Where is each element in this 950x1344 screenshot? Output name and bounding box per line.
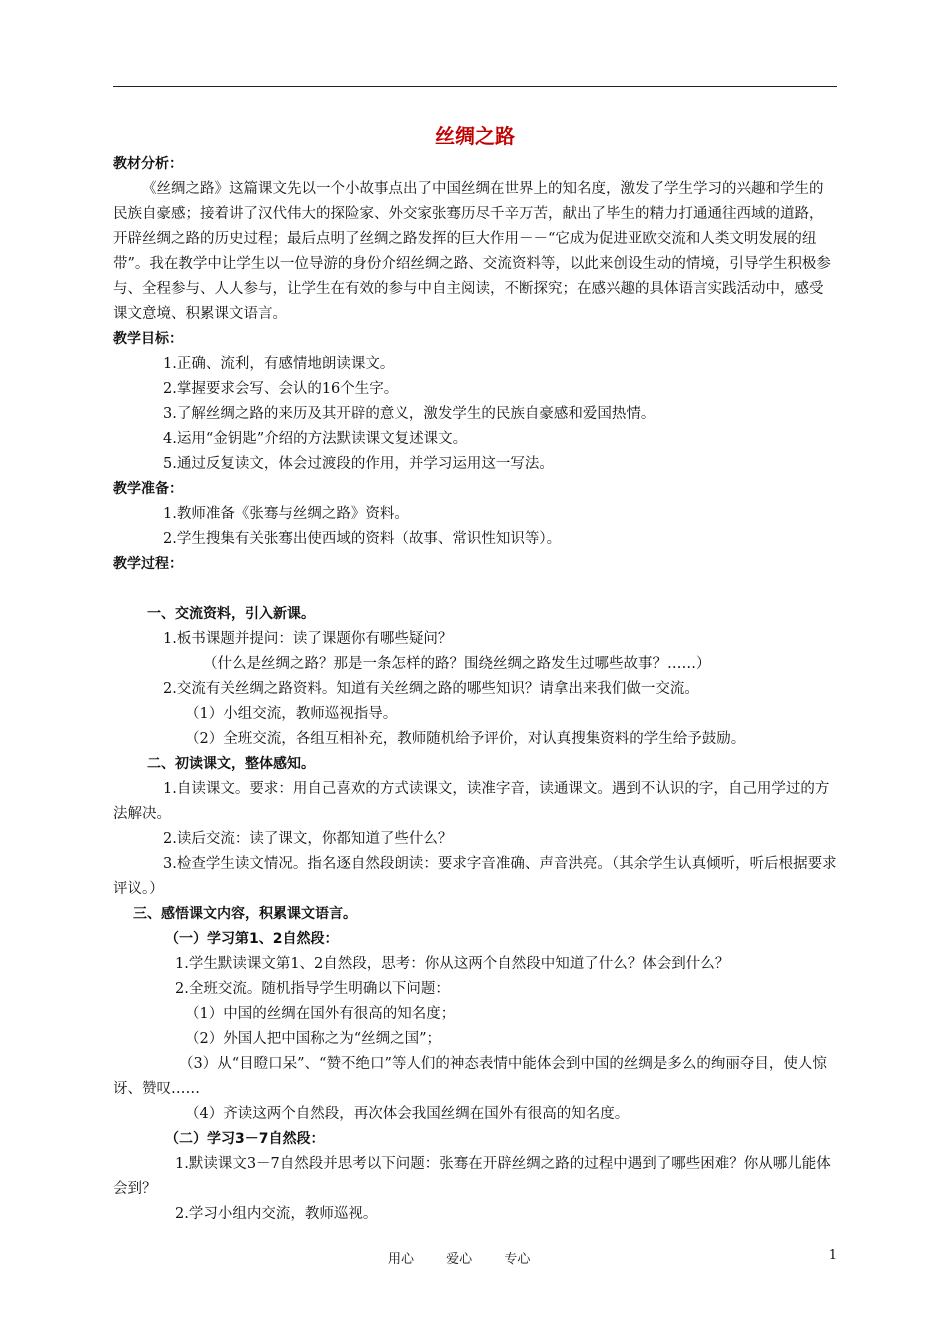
page-number: 1 (828, 1248, 837, 1263)
goal-item: 5.通过反复读文，体会过渡段的作用，并学习运用这一写法。 (163, 456, 554, 472)
spacer (113, 577, 837, 602)
subsection-a-line: （4）齐读这两个自然段，再次体会我国丝绸在国外有很高的知名度。 (185, 1106, 630, 1122)
subsection-b-line: 2.学习小组内交流，教师巡视。 (175, 1206, 378, 1222)
goal-item: 1.正确、流利，有感情地朗读课文。 (163, 356, 395, 372)
goal-item: 4.运用“金钥匙”介绍的方法默读课文复述课文。 (163, 431, 468, 447)
goals-heading: 教学目标： (113, 331, 183, 347)
footer-word: 专心 (504, 1252, 531, 1267)
prep-heading: 教学准备： (113, 481, 183, 497)
subsection-a-heading: （一）学习第1、2自然段： (165, 931, 339, 947)
section-2-heading: 二、初读课文，整体感知。 (147, 756, 315, 772)
document-body (113, 122, 837, 1227)
section-1-line: 2.交流有关丝绸之路资料。知道有关丝绸之路的哪些知识？请拿出来我们做一交流。 (163, 681, 699, 697)
section-3-heading: 三、感悟课文内容，积累课文语言。 (133, 906, 357, 922)
subsection-a-line: 2.全班交流。随机指导学生明确以下问题： (175, 981, 450, 997)
footer-word: 用心 (388, 1252, 415, 1267)
section-2-line: 3.检查学生读文情况。指名逐自然段朗读：要求字音准确、声音洪亮。（其余学生认真倾听，听后根据要求评议。） (113, 856, 837, 897)
subsection-a-line: （1）中国的丝绸在国外有很高的知名度； (185, 1006, 456, 1022)
subsection-a-line: （3）从“目瞪口呆”、“赞不绝口”等人们的神态表情中能体会到中国的丝绸是多么的绚丽夺目，使人惊讶、赞叹…… (113, 1056, 827, 1097)
subsection-b-heading: （二）学习3－7自然段： (165, 1131, 325, 1147)
subsection-b-line: 1.默读课文3－7自然段并思考以下问题：张骞在开辟丝绸之路的过程中遇到了哪些困难？你从哪儿能体会到？ (113, 1156, 831, 1197)
subsection-a-line: 1.学生默读课文第1、2自然段，思考：你从这两个自然段中知道了什么？体会到什么？ (175, 956, 730, 972)
page-footer (113, 1248, 837, 1270)
process-heading: 教学过程： (113, 556, 183, 572)
section-1-line: 1.板书课题并提问：读了课题你有哪些疑问？ (163, 631, 453, 647)
goal-item: 3.了解丝绸之路的来历及其开辟的意义，激发学生的民族自豪感和爱国热情。 (163, 406, 656, 422)
analysis-heading: 教材分析： (113, 156, 183, 172)
section-1-line: （1）小组交流，教师巡视指导。 (185, 706, 398, 722)
goal-item: 2.掌握要求会写、会认的16个生字。 (163, 381, 399, 397)
section-1-heading: 一、交流资料，引入新课。 (147, 606, 315, 622)
page-title: 丝绸之路 (435, 124, 515, 148)
section-1-line: （2）全班交流，各组互相补充，教师随机给予评价，对认真搜集资料的学生给予鼓励。 (185, 731, 746, 747)
section-2-line: 2.读后交流：读了课文，你都知道了些什么？ (163, 831, 453, 847)
analysis-text: 《丝绸之路》这篇课文先以一个小故事点出了中国丝绸在世界上的知名度，激发了学生学习的兴趣和学生的民族自豪感；接着讲了汉代伟大的探险家、外交家张骞历尽千辛万苦，献出了毕生的精力打通通往西域的道路，开辟丝绸之路的历史过程；最后点明了丝绸之路发挥的巨大作用－－“它成为促进亚欧交流和人类文明发展的纽带”。我在教学中让学生以一位导游的身份介绍丝绸之路、交流资料等，以此来创设生动的情境，引导学生积极参与、全程参与、人人参与，让学生在有效的参与中自主阅读，不断探究；在感兴趣的具体语言实践活动中，感受课文意境、积累课文语言。 (113, 181, 831, 322)
footer-motto (388, 1248, 558, 1267)
footer-word: 爱心 (446, 1252, 473, 1267)
section-1-line: （什么是丝绸之路？那是一条怎样的路？围绕丝绸之路发生过哪些故事？……） (203, 656, 711, 672)
header-rule (113, 86, 837, 87)
section-2-line: 1.自读课文。要求：用自己喜欢的方式读课文，读准字音，读通课文。遇到不认识的字，自己用学过的方法解决。 (113, 781, 830, 822)
subsection-a-line: （2）外国人把中国称之为“丝绸之国”； (185, 1031, 442, 1047)
prep-item: 1.教师准备《张骞与丝绸之路》资料。 (163, 506, 409, 522)
prep-item: 2.学生搜集有关张骞出使西域的资料（故事、常识性知识等）。 (163, 531, 562, 547)
